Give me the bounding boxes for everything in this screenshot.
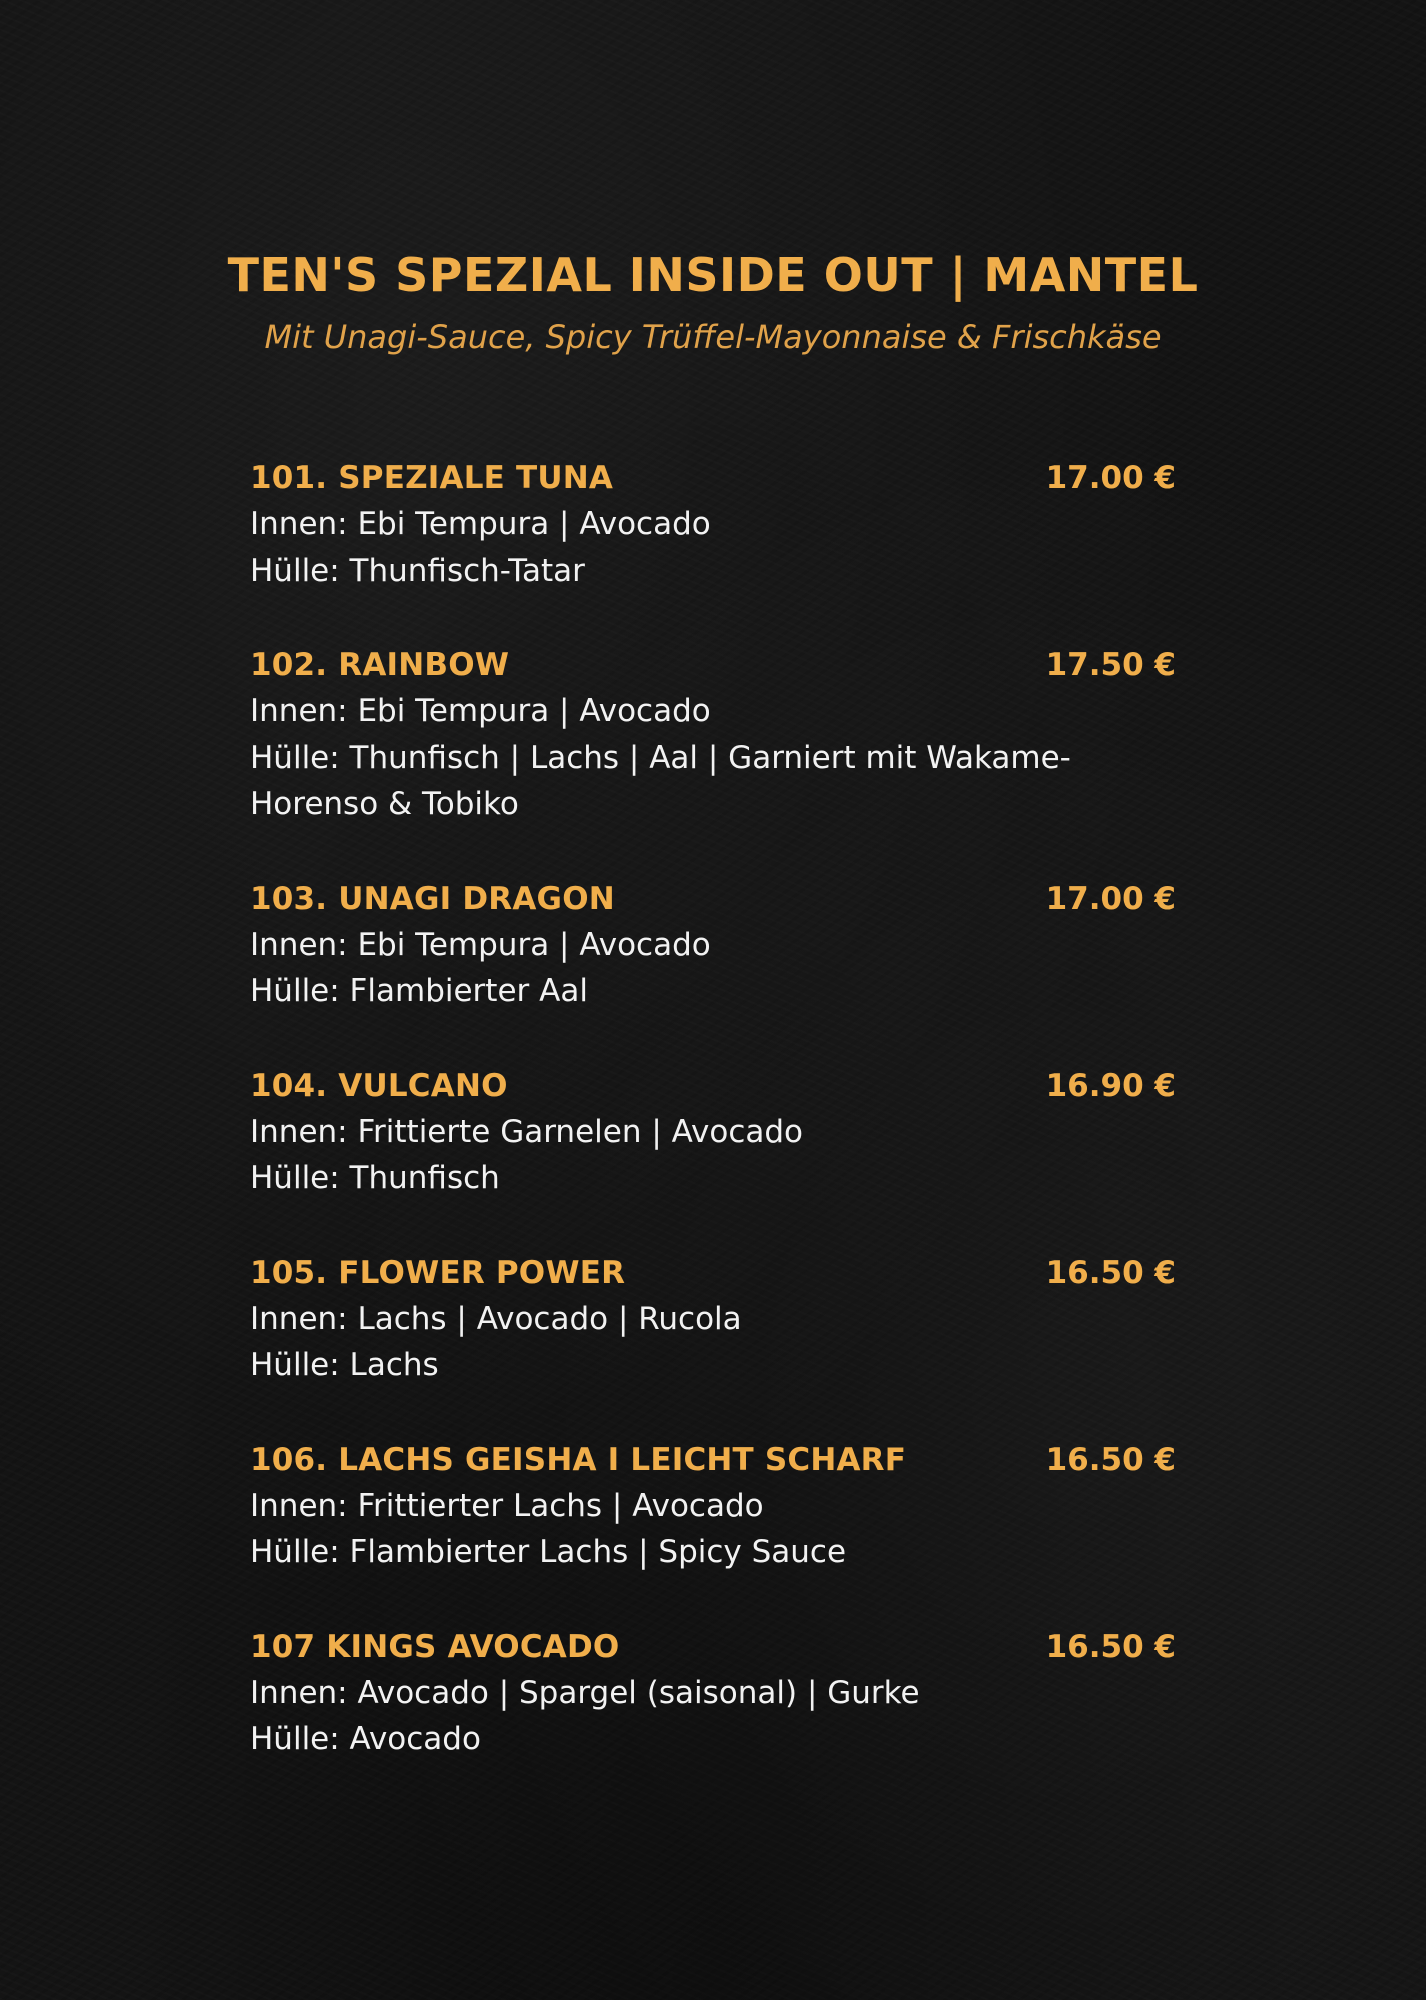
menu-item-description: Innen: Ebi Tempura | Avocado (250, 693, 711, 729)
menu-item (250, 642, 1176, 828)
menu-item-price: 17.00 € (1045, 460, 1176, 496)
menu-item-price: 16.50 € (1045, 1254, 1176, 1291)
menu-item-description: Hülle: Avocado (250, 1721, 481, 1757)
menu-item-name: 106. LACHS GEISHA I LEICHT SCHARF (250, 1441, 907, 1478)
menu-item-name: 101. SPEZIALE TUNA (250, 460, 614, 496)
menu-item-description: Horenso & Tobiko (250, 786, 519, 822)
menu-item-description: Hülle: Flambierter Aal (250, 973, 588, 1009)
menu-item-price: 16.50 € (1045, 1628, 1176, 1665)
menu-item-description: Innen: Ebi Tempura | Avocado (250, 926, 711, 963)
menu-item-price: 16.50 € (1045, 1441, 1176, 1478)
menu-item-description: Hülle: Lachs (250, 1347, 439, 1383)
menu-item (250, 1063, 1176, 1202)
menu-item-description: Innen: Frittierter Lachs | Avocado (250, 1487, 764, 1524)
menu-item-description: Innen: Avocado | Spargel (saisonal) | Gurke (250, 1674, 920, 1711)
menu-title: TEN'S SPEZIAL INSIDE OUT | MANTEL (227, 248, 1199, 302)
menu-item (250, 1624, 1176, 1763)
menu-item (250, 1437, 1176, 1576)
menu-item-description: Hülle: Flambierter Lachs | Spicy Sauce (250, 1534, 847, 1570)
menu-item-description: Innen: Frittierte Garnelen | Avocado (250, 1113, 804, 1150)
menu-item (250, 1250, 1176, 1389)
menu-item (250, 455, 1176, 594)
menu-item-name: 104. VULCANO (250, 1067, 508, 1104)
menu-item-name: 102. RAINBOW (250, 647, 510, 683)
menu-item-name: 105. FLOWER POWER (250, 1254, 626, 1291)
menu-item (250, 876, 1176, 1015)
menu-item-description: Hülle: Thunfisch (250, 1160, 500, 1196)
menu-header (0, 240, 1426, 360)
menu-list (250, 455, 1176, 1811)
menu-item-price: 16.90 € (1045, 1067, 1176, 1104)
menu-item-name: 103. UNAGI DRAGON (250, 880, 615, 917)
menu-item-description: Hülle: Thunfisch-Tatar (250, 552, 585, 589)
menu-item-price: 17.50 € (1045, 647, 1176, 683)
menu-item-name: 107 KINGS AVOCADO (250, 1628, 620, 1665)
menu-item-description: Innen: Lachs | Avocado | Rucola (250, 1300, 742, 1337)
menu-item-description: Innen: Ebi Tempura | Avocado (250, 506, 711, 542)
menu-item-description: Hülle: Thunfisch | Lachs | Aal | Garniert mit Wakame- (250, 739, 1071, 776)
menu-item-price: 17.00 € (1045, 880, 1176, 917)
menu-subtitle: Mit Unagi-Sauce, Spicy Trüffel-Mayonnaise & Frischkäse (264, 318, 1162, 356)
